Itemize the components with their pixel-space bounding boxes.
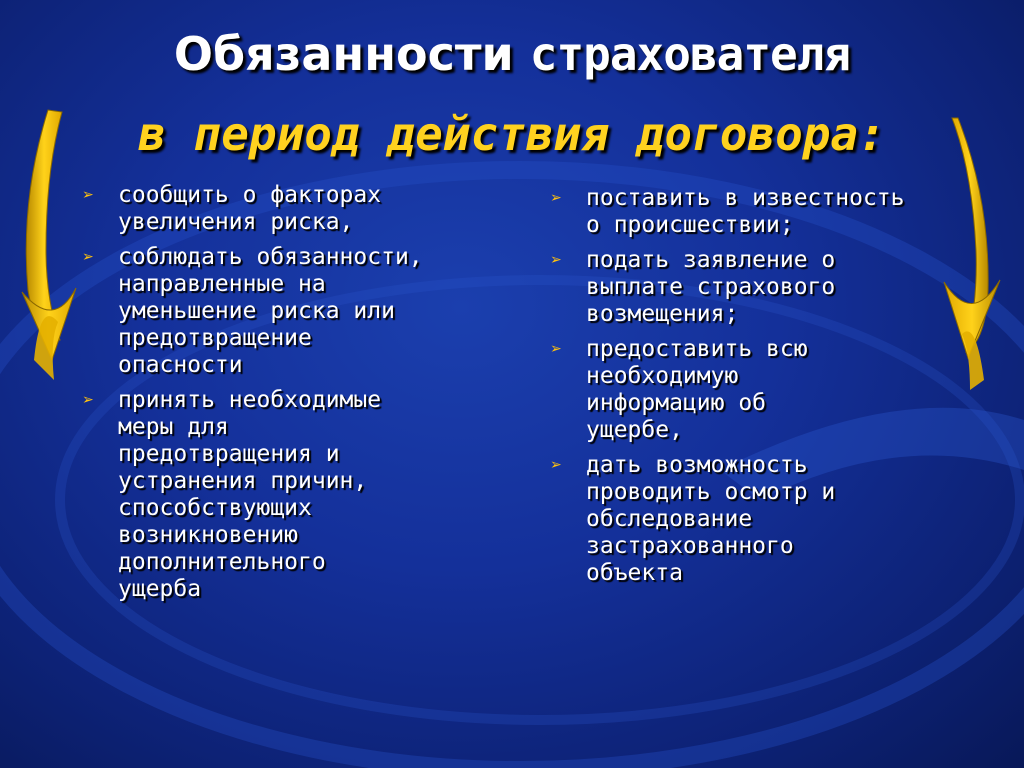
list-item [80, 244, 470, 379]
list-item [80, 182, 470, 236]
slide-subtitle: в период действия договора: [138, 107, 886, 161]
bullet-arrow-icon: ➢ [550, 457, 562, 473]
list-item-text: соблюдать обязанности, направленные на уменьшение риска или предотвращение опасности [118, 244, 423, 378]
bullet-arrow-icon: ➢ [82, 187, 94, 203]
title-word-insurer: страхователя [529, 27, 851, 81]
list-item [548, 336, 943, 444]
title-word-duties: Обязанности [173, 27, 530, 81]
bullet-arrow-icon: ➢ [550, 341, 562, 357]
list-item [548, 452, 943, 587]
list-item-text: принять необходимые меры для предотвращения и устранения причин, способствующих возникновению дополнительного ущерба [118, 387, 382, 602]
list-item [80, 387, 470, 603]
bullet-arrow-icon: ➢ [82, 249, 94, 265]
left-bullet-list [80, 182, 470, 611]
list-item [548, 247, 943, 328]
list-item-text: предоставить всю необходимую информацию об ущербе, [586, 336, 808, 443]
list-item [548, 185, 943, 239]
bullet-arrow-icon: ➢ [550, 190, 562, 206]
bullet-arrow-icon: ➢ [550, 252, 562, 268]
bullet-arrow-icon: ➢ [82, 392, 94, 408]
slide-title [0, 26, 1024, 82]
list-item-text: подать заявление о выплате страхового возмещения; [586, 247, 836, 327]
right-bullet-list [548, 185, 943, 595]
list-item-text: поставить в известность о происшествии; [586, 185, 905, 238]
list-item-text: сообщить о факторах увеличения риска, [118, 182, 382, 235]
list-item-text: дать возможность проводить осмотр и обследование застрахованного объекта [586, 452, 836, 586]
